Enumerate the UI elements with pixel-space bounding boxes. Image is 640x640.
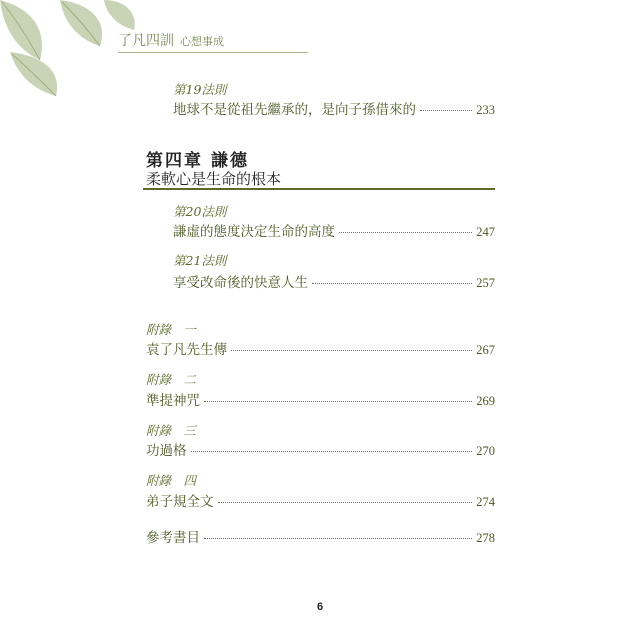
dot-leader — [312, 283, 472, 284]
toc-entry-bibliography[interactable] — [146, 526, 495, 546]
toc-entry-title: 地球不是從祖先繼承的，是向子孫借來的 — [173, 102, 416, 118]
book-title: 了凡四訓 — [118, 33, 174, 49]
dot-leader — [420, 110, 472, 111]
toc-entry-appendix-1[interactable] — [146, 338, 495, 358]
toc-entry-appendix-2[interactable] — [146, 389, 495, 409]
rule-19-label: 第19法則 — [173, 82, 227, 97]
toc-entry-title: 參考書目 — [146, 530, 200, 546]
toc-entry-rule-21[interactable] — [173, 271, 495, 291]
toc-entry-page: 278 — [476, 531, 495, 545]
dot-leader — [204, 538, 472, 539]
toc-entry-title: 享受改命後的快意人生 — [173, 275, 308, 291]
toc-entry-title: 準提神咒 — [146, 393, 200, 409]
rule-20-label: 第20法則 — [173, 204, 227, 219]
toc-entry-page: 233 — [476, 103, 495, 117]
dot-leader — [191, 451, 473, 452]
book-subtitle: 心想事成 — [180, 35, 224, 48]
appendix-2-label: 附錄 二 — [146, 372, 197, 387]
page-number: 6 — [316, 601, 324, 613]
chapter-number: 第四章 — [146, 151, 203, 171]
chapter-subtitle: 柔軟心是生命的根本 — [146, 170, 282, 188]
toc-entry-page: 269 — [476, 394, 495, 408]
chapter-name: 謙德 — [211, 151, 249, 171]
toc-entry-title: 弟子規全文 — [146, 494, 214, 510]
toc-entry-page: 247 — [476, 225, 495, 239]
toc-entry-page: 274 — [476, 495, 495, 509]
toc-entry-appendix-4[interactable] — [146, 490, 495, 510]
toc-entry-title: 袁了凡先生傳 — [146, 342, 227, 358]
toc-entry-title: 功過格 — [146, 443, 187, 459]
toc-entry-title: 謙虛的態度決定生命的高度 — [173, 224, 335, 240]
running-header — [118, 30, 224, 50]
toc-entry-page: 270 — [476, 444, 495, 458]
header-rule — [118, 52, 308, 53]
chapter-rule — [143, 188, 495, 190]
toc-entry-rule-20[interactable] — [173, 220, 495, 240]
dot-leader — [231, 350, 472, 351]
dot-leader — [204, 401, 472, 402]
leaf-decoration — [0, 0, 140, 100]
dot-leader — [218, 502, 473, 503]
appendix-1-label: 附錄 一 — [146, 322, 197, 337]
toc-entry-appendix-3[interactable] — [146, 439, 495, 459]
toc-entry-rule-19[interactable] — [173, 98, 495, 118]
rule-21-label: 第21法則 — [173, 253, 227, 268]
toc-entry-page: 267 — [476, 343, 495, 357]
toc-entry-page: 257 — [476, 276, 495, 290]
dot-leader — [339, 232, 472, 233]
appendix-3-label: 附錄 三 — [146, 423, 197, 438]
appendix-4-label: 附錄 四 — [146, 473, 197, 488]
